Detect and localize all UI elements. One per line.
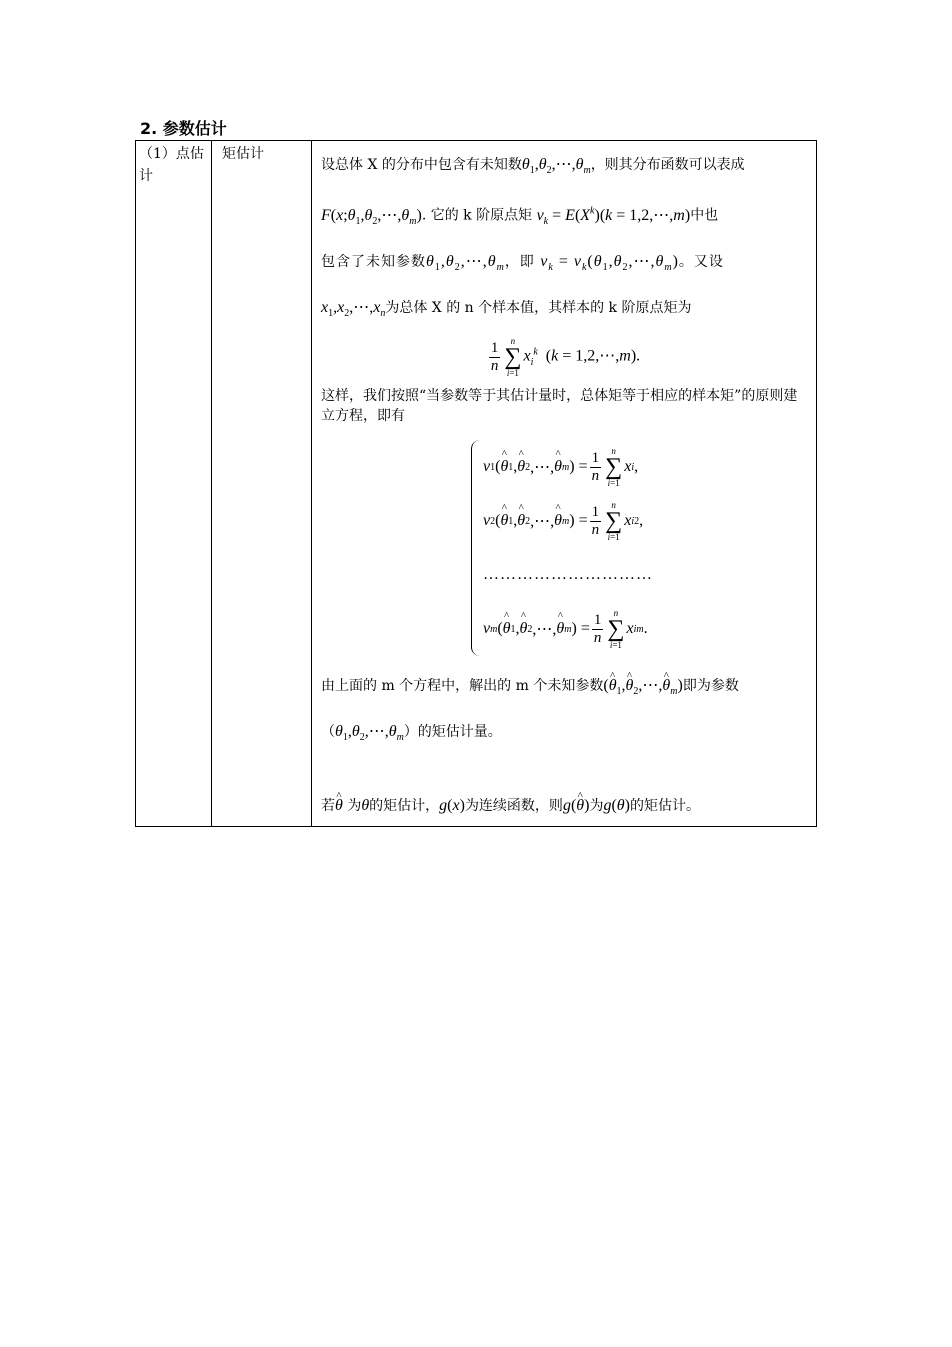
paragraph-4: $x_1,x_2,\cdots,x_n$为总体 X 的 n 个样本值，其样本的 k 阶原点矩为 bbox=[321, 298, 692, 320]
ellipsis-row: ………………………… bbox=[483, 566, 653, 584]
paragraph-1: 设总体 X 的分布中包含有未知数$\theta_1,\theta_2,\cdots,\theta_m$，则其分布函数可以表成 bbox=[321, 156, 745, 177]
method-cell: 矩估计 bbox=[212, 141, 312, 827]
equation-m: v m ( ^ θ 1 , ^ θ 2 ,⋯, ^ θ m ) = $\frac{1}{n}$ n ∑ i=1 x i m . bbox=[483, 602, 806, 656]
paragraph-5: 这样，我们按照“当参数等于其估计量时，总体矩等于相应的样本矩”的原则建立方程，即有 bbox=[321, 388, 798, 425]
estimation-table bbox=[135, 140, 817, 827]
moment-equation-system bbox=[471, 440, 806, 656]
left-brace-icon bbox=[471, 440, 481, 656]
paragraph-7: $(\theta_1,\theta_2,\cdots,\theta_m)$的矩估计量。 bbox=[321, 723, 502, 744]
paragraph-3: 包含了未知参数$\theta_1,\theta_2,\cdots,\theta_m$，即 $v_k$ = $v_k(\theta_1,\theta_2,\cdots,\theta_m)$。又设 bbox=[321, 252, 724, 273]
category-cell: （1）点估计 bbox=[136, 141, 212, 827]
paragraph-6: 由上面的 m 个方程中，解出的 m 个未知参数(^ $\theta_1,\^{}$ $\theta_2,\cdots,\^{}$ $\theta_m$)即为参数 bbox=[321, 676, 806, 702]
paragraph-2: $F(x;\theta_1,\theta_2,\cdots,\theta_m)$. 它的 k 阶原点矩 $v_k = E(X^k)(k$ = 1,2,⋯,m)中也 bbox=[321, 205, 719, 227]
content-cell bbox=[312, 141, 817, 827]
equation-2: v 2 ( ^ θ 1 , ^ θ 2 ,⋯, ^ θ m ) = $\frac{1}{n}$ n ∑ i=1 x i 2 , bbox=[483, 494, 806, 548]
paragraph-8: 若^ θ 为θ的矩估计，g(x)为连续函数，则g(^ θ)为g(θ)的矩估计。 bbox=[321, 796, 806, 816]
equation-1: v 1 ( ^ θ 1 , ^ θ 2 ,⋯, ^ θ m ) = $\frac{1}{n}$ n ∑ i=1 x i , bbox=[483, 440, 806, 494]
section-title: 2. 参数估计 bbox=[140, 119, 227, 138]
sample-moment-formula: $\frac{1}{n}$ n ∑ $i=1x_i^k$ (k = 1,2,⋯,m). bbox=[490, 336, 641, 379]
